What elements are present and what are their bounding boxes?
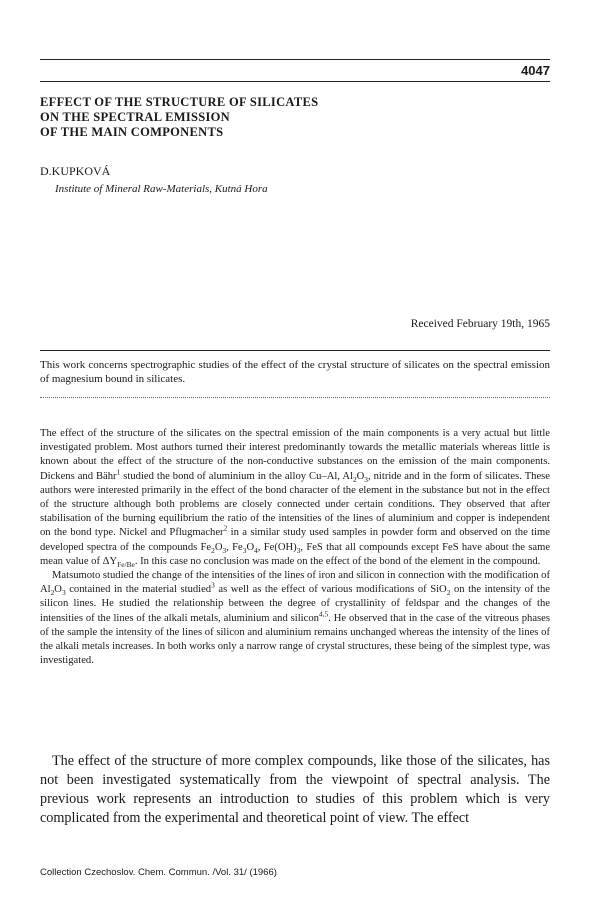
header-rule bbox=[40, 81, 550, 82]
top-rule bbox=[40, 59, 550, 60]
article-title bbox=[40, 95, 460, 140]
large-paragraph-text: The effect of the structure of more complex compounds, like those of the silicates, has not been investigated systematically from the viewpoint of spectral analysis. The previous work represents an introduction to studies of this problem which is very complicated from the experimental and theoretical point of view. The effect bbox=[40, 753, 550, 826]
body-paragraph-1: The effect of the structure of the silicates on the spectral emission of the main components is a very actual but little investigated problem. Most authors turned their interest predominantly towards the metallic materials whereas little is known about the effect of the structure of the non-conductive substances on the emission of the main components. Dickens and Bähr$^1$ studied the bond of aluminium in the alloy Cu–Al, $Al_2O_3$, nitride and in the form of silicates. These authors were interested primarily in the effect of the bond character of the element in the substance but not in the effect of the structure although both problems are closely connected under certain conditions. They observed that after stabilisation of the burning equilibrium the ratio of the intensities of the lines of aluminium and copper is independent on the bond type. Nickel and Pflugmacher$^2$ in a similar study used samples in powder form and observed on the time developed spectra of the compounds $Fe_2O_3$, $Fe_3O_4$, $Fe(OH)_3$, FeS that all compounds except FeS have about the same mean value of $\Delta Y_{Fe/Be}$. In this case no conclusion was made on the effect of the bond of the element in the compound. bbox=[40, 428, 551, 569]
abstract: This work concerns spectrographic studies of the effect of the crystal structure of silicates on the spectral emission of magnesium bound in silicates. bbox=[40, 359, 550, 385]
journal-footer: Collection Czechoslov. Chem. Commun. /Vol. 31/ (1966) bbox=[40, 867, 277, 878]
abstract-top-rule bbox=[40, 350, 550, 351]
article-body bbox=[40, 427, 550, 668]
body-paragraph-2: Matsumoto studied the change of the intensities of the lines of iron and silicon in connection with the modification of $Al_2O_3$ contained in the material studied$^3$ as well as the effect of various modifications of SiO$_2$ on the intensity of the silicon lines. He studied the relationship between the degree of crystallinity of feldspar and the changes of the intensities of the lines of the alkali metals, aluminium and silicon$^{4,5}$. He observed that in the case of the vitreous phases of the sample the intensity of the lines of silicon and aluminium remains unchanged whereas the intensity of the lines of the alkali metals increases. In both works only a narrow range of crystal structures, these being of the simplest type, was investigated. bbox=[40, 570, 550, 667]
author-name: D.KUPKOVÁ bbox=[40, 164, 111, 178]
large-paragraph bbox=[40, 752, 550, 828]
received-date: Received February 19th, 1965 bbox=[410, 318, 550, 330]
title-line: EFFECT OF THE STRUCTURE OF SILICATES bbox=[40, 95, 319, 109]
author-affiliation: Institute of Mineral Raw-Materials, Kutná Hora bbox=[55, 183, 268, 195]
title-line: ON THE SPECTRAL EMISSION bbox=[40, 110, 231, 124]
title-line: OF THE MAIN COMPONENTS bbox=[40, 125, 224, 139]
page-number: 4047 bbox=[521, 63, 550, 78]
abstract-bottom-rule bbox=[40, 397, 550, 398]
